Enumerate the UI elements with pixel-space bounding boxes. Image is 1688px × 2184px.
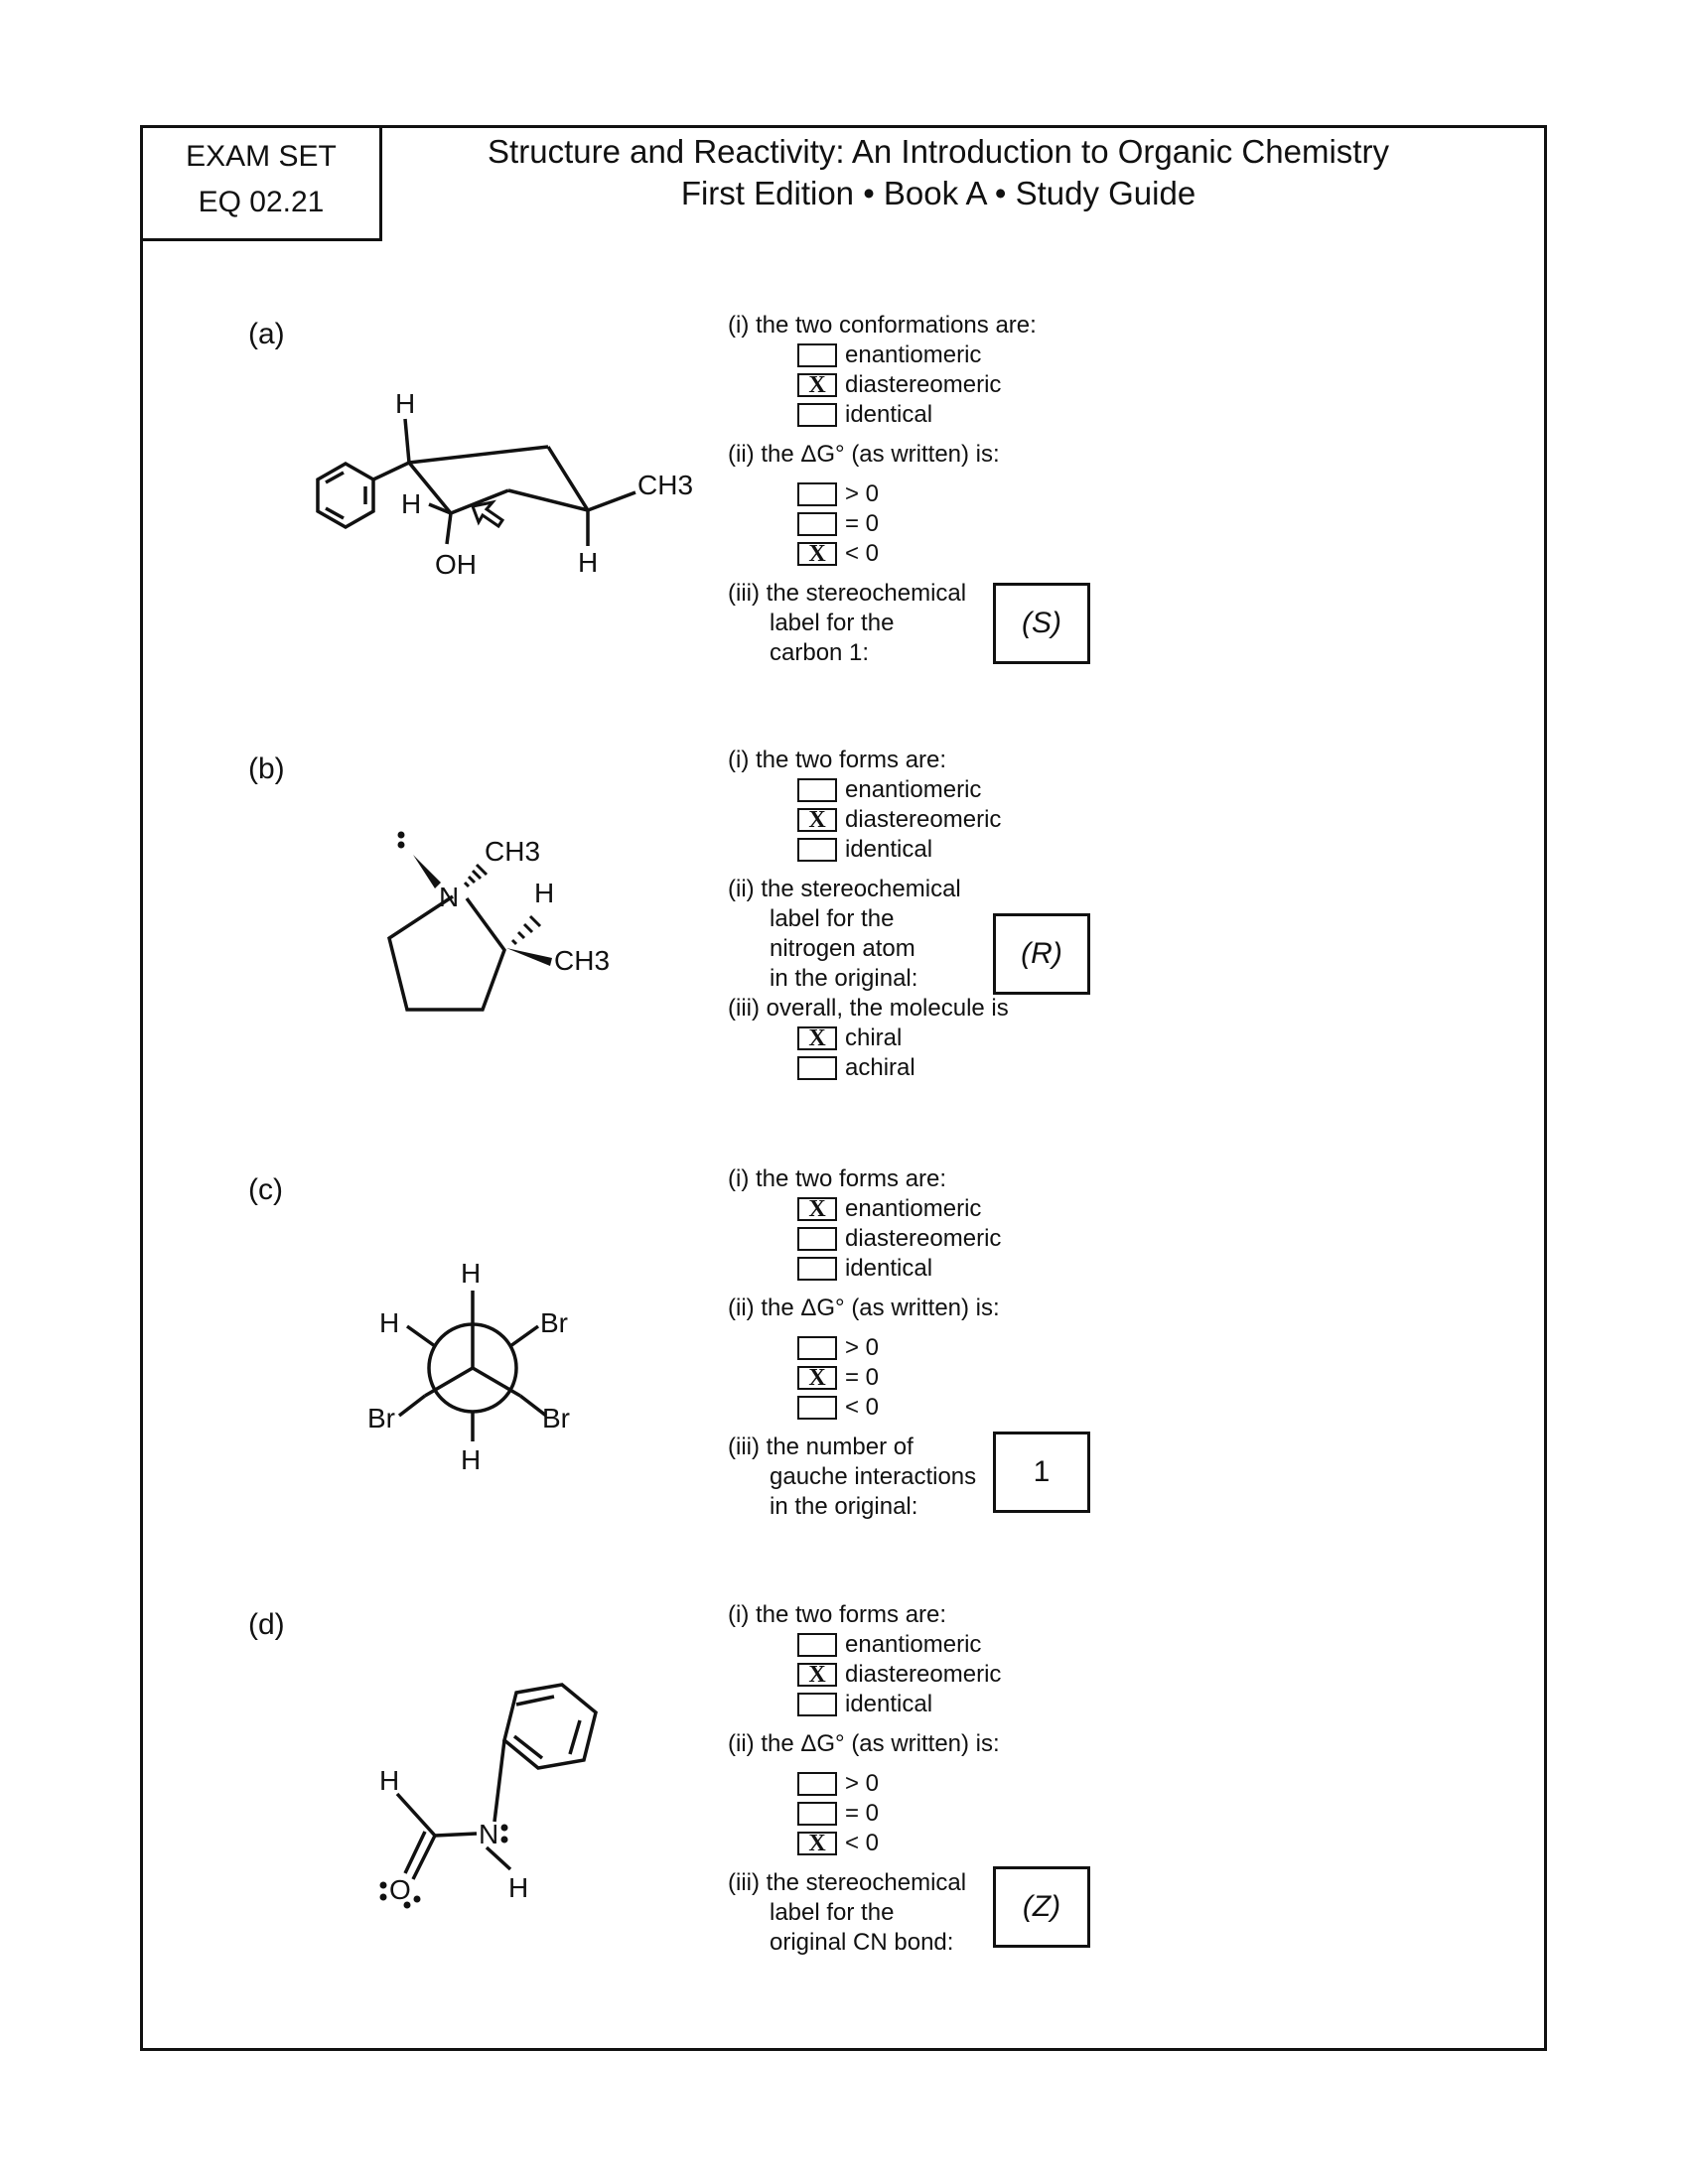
d-q2-title: (ii) the ΔG° (as written) is: <box>728 1730 1000 1757</box>
b-ch3-right: CH3 <box>554 945 611 976</box>
c-h-top: H <box>461 1258 482 1289</box>
checkbox[interactable] <box>797 838 837 862</box>
part-b-letter: (b) <box>248 752 285 785</box>
option-label: enantiomeric <box>845 1195 982 1222</box>
b-h: H <box>534 878 555 908</box>
b-q1-opt-diastereomeric[interactable] <box>797 805 1009 835</box>
a-oh: OH <box>435 549 477 580</box>
option-label: diastereomeric <box>845 1661 1002 1688</box>
checkbox[interactable] <box>797 1056 837 1080</box>
option-label: > 0 <box>845 1334 880 1361</box>
d-q3-line2: label for the <box>770 1899 895 1926</box>
d-q1-title: (i) the two forms are: <box>728 1601 947 1628</box>
book-header <box>417 131 1460 214</box>
c-q1 <box>728 1164 1001 1522</box>
b-q2-line4: in the original: <box>770 965 918 992</box>
part-c-letter: (c) <box>248 1173 283 1206</box>
a-ch3: CH3 <box>637 470 694 500</box>
part-a-structure <box>288 377 725 596</box>
checkbox[interactable]: X <box>797 1663 837 1687</box>
b-n: N <box>439 882 460 912</box>
option-label: diastereomeric <box>845 371 1002 398</box>
a-q1-opt-identical[interactable] <box>797 400 1037 430</box>
checkbox[interactable] <box>797 343 837 367</box>
part-d-letter: (d) <box>248 1608 285 1641</box>
b-q1-opt-enantiomeric[interactable] <box>797 775 1009 805</box>
part-b-structure <box>357 819 655 1027</box>
b-answer-box: (R) <box>993 913 1090 995</box>
b-q1 <box>728 746 1009 1083</box>
a-q2-opt-gt[interactable] <box>797 479 1037 509</box>
option-label: identical <box>845 1691 933 1717</box>
checkbox[interactable]: X <box>797 1366 837 1390</box>
d-q2-opt-lt[interactable] <box>797 1829 1001 1858</box>
b-q1-title: (i) the two forms are: <box>728 747 947 773</box>
option-label: chiral <box>845 1024 903 1051</box>
a-q2-opt-eq[interactable] <box>797 509 1037 539</box>
a-q3-line1: (iii) the stereochemical <box>728 580 967 607</box>
checkbox[interactable]: X <box>797 1832 837 1855</box>
checkbox[interactable] <box>797 1257 837 1281</box>
b-q2-line1: (ii) the stereochemical <box>728 876 961 902</box>
d-n: N <box>479 1819 499 1849</box>
c-br-left: Br <box>367 1403 395 1433</box>
c-q3-line1: (iii) the number of <box>728 1433 914 1460</box>
d-q3-line1: (iii) the stereochemical <box>728 1869 967 1896</box>
checkbox[interactable]: X <box>797 808 837 832</box>
option-label: identical <box>845 1255 933 1282</box>
a-q1-opt-enantiomeric[interactable] <box>797 341 1037 370</box>
exam-set-label: EXAM SET <box>186 140 337 173</box>
option-label: > 0 <box>845 480 880 507</box>
part-c-structure <box>357 1251 606 1479</box>
b-q1-opt-identical[interactable] <box>797 835 1009 865</box>
a-q1-title: (i) the two conformations are: <box>728 312 1037 339</box>
d-h-n: H <box>508 1872 529 1903</box>
a-h-bottom: H <box>578 547 599 578</box>
c-q3-line3: in the original: <box>770 1493 918 1520</box>
checkbox[interactable]: X <box>797 1026 837 1050</box>
checkbox[interactable]: X <box>797 542 837 566</box>
c-q3-line2: gauche interactions <box>770 1463 977 1490</box>
option-label: enantiomeric <box>845 341 982 368</box>
part-d-structure <box>367 1663 626 1931</box>
b-ch3-top: CH3 <box>485 836 541 867</box>
book-title: Structure and Reactivity: An Introduction to Organic Chemistry <box>488 133 1389 170</box>
checkbox[interactable] <box>797 403 837 427</box>
c-h-left: H <box>379 1307 400 1338</box>
c-q1-opt-identical[interactable] <box>797 1254 1001 1284</box>
option-label: identical <box>845 401 933 428</box>
a-q1 <box>728 311 1037 668</box>
b-q3-title: (iii) overall, the molecule is <box>728 995 1009 1022</box>
c-br-right-top: Br <box>540 1307 568 1338</box>
checkbox[interactable] <box>797 1336 837 1360</box>
d-answer-box: (Z) <box>993 1866 1090 1948</box>
c-q1-title: (i) the two forms are: <box>728 1165 947 1192</box>
a-q2-opt-lt[interactable] <box>797 539 1037 569</box>
b-q3-opt-achiral[interactable] <box>797 1053 1009 1083</box>
a-answer-box: (S) <box>993 583 1090 664</box>
checkbox[interactable] <box>797 1772 837 1796</box>
option-label: > 0 <box>845 1770 880 1797</box>
checkbox[interactable] <box>797 1633 837 1657</box>
c-q2-opt-lt[interactable] <box>797 1393 1001 1423</box>
option-label: = 0 <box>845 510 880 537</box>
option-label: diastereomeric <box>845 806 1002 833</box>
d-q2-opt-eq[interactable] <box>797 1799 1001 1829</box>
b-q2-line3: nitrogen atom <box>770 935 915 962</box>
a-h-top: H <box>395 388 416 419</box>
exam-set-code: EQ 02.21 <box>198 186 325 218</box>
a-h-left: H <box>401 488 422 519</box>
option-label: achiral <box>845 1054 915 1081</box>
option-label: < 0 <box>845 1830 880 1856</box>
c-q1-opt-enantiomeric[interactable] <box>797 1194 1001 1224</box>
checkbox[interactable] <box>797 482 837 506</box>
part-a-letter: (a) <box>248 318 285 350</box>
b-q3-opt-chiral[interactable] <box>797 1024 1009 1053</box>
d-q1 <box>728 1600 1001 1958</box>
c-q1-opt-diastereomeric[interactable] <box>797 1224 1001 1254</box>
option-label: < 0 <box>845 540 880 567</box>
d-q2-opt-gt[interactable] <box>797 1769 1001 1799</box>
checkbox[interactable]: X <box>797 1197 837 1221</box>
a-q2-title: (ii) the ΔG° (as written) is: <box>728 441 1000 468</box>
book-subtitle: First Edition • Book A • Study Guide <box>680 175 1196 211</box>
d-q1-opt-enantiomeric[interactable] <box>797 1630 1001 1660</box>
checkbox[interactable] <box>797 778 837 802</box>
option-label: = 0 <box>845 1800 880 1827</box>
c-answer-box: 1 <box>993 1432 1090 1513</box>
checkbox[interactable] <box>797 1802 837 1826</box>
exam-set-box <box>140 125 382 241</box>
d-q3-line3: original CN bond: <box>770 1929 954 1956</box>
c-q2-opt-gt[interactable] <box>797 1333 1001 1363</box>
c-q2-opt-eq[interactable] <box>797 1363 1001 1393</box>
c-q2-title: (ii) the ΔG° (as written) is: <box>728 1295 1000 1321</box>
option-label: < 0 <box>845 1394 880 1421</box>
option-label: diastereomeric <box>845 1225 1002 1252</box>
a-q3-line2: label for the <box>770 610 895 636</box>
a-q3-line3: carbon 1: <box>770 639 870 666</box>
d-q1-opt-identical[interactable] <box>797 1690 1001 1719</box>
checkbox[interactable] <box>797 512 837 536</box>
d-q1-opt-diastereomeric[interactable] <box>797 1660 1001 1690</box>
checkbox[interactable] <box>797 1693 837 1716</box>
checkbox[interactable] <box>797 1227 837 1251</box>
option-label: enantiomeric <box>845 776 982 803</box>
c-h-bottom: H <box>461 1444 482 1475</box>
option-label: enantiomeric <box>845 1631 982 1658</box>
d-o: O <box>389 1874 411 1905</box>
b-q2-line2: label for the <box>770 905 895 932</box>
option-label: = 0 <box>845 1364 880 1391</box>
d-h-left: H <box>379 1765 400 1796</box>
c-br-right-bottom: Br <box>542 1403 570 1433</box>
checkbox[interactable]: X <box>797 373 837 397</box>
checkbox[interactable] <box>797 1396 837 1420</box>
a-q1-opt-diastereomeric[interactable] <box>797 370 1037 400</box>
option-label: identical <box>845 836 933 863</box>
